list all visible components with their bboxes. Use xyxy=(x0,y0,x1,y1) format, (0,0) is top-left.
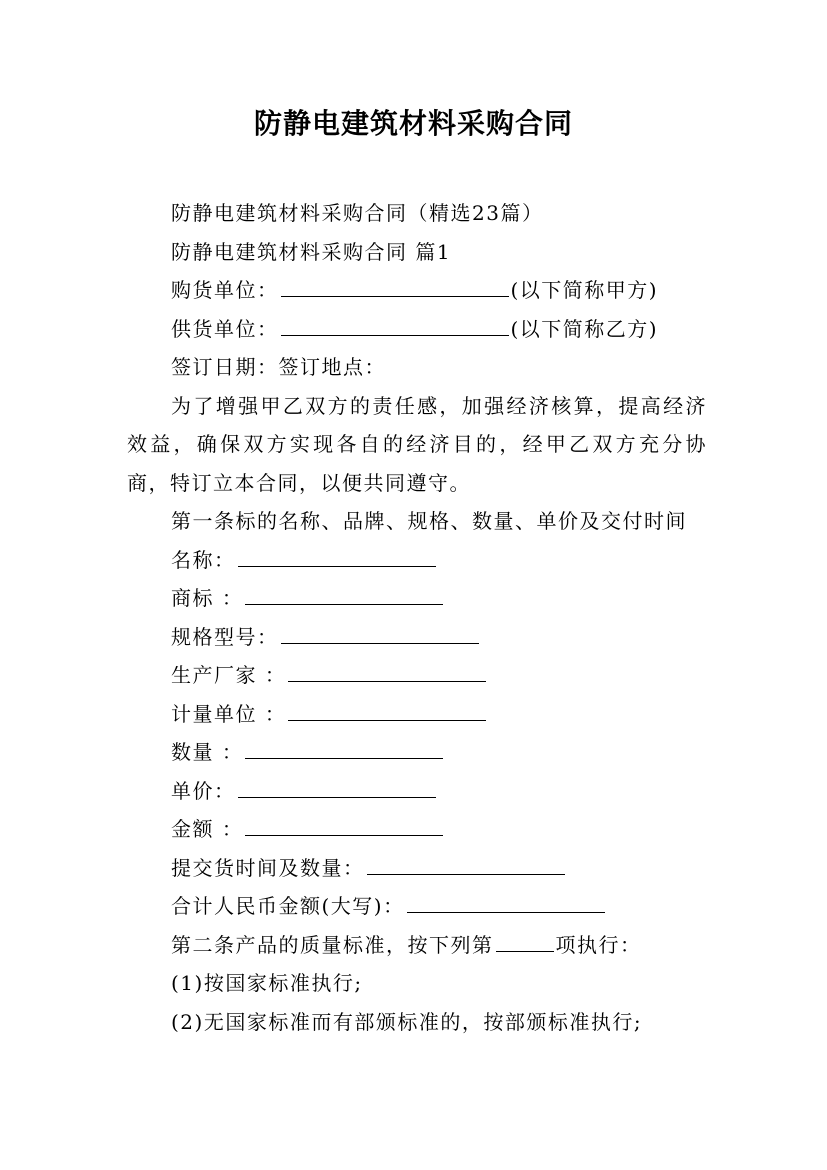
seller-suffix: (以下简称乙方) xyxy=(510,316,659,341)
price-blank xyxy=(238,777,436,798)
maker-blank xyxy=(288,661,486,682)
section-heading: 防静电建筑材料采购合同 篇1 xyxy=(171,239,452,264)
qty-line xyxy=(127,733,707,772)
maker-line xyxy=(127,656,707,695)
buyer-blank xyxy=(281,276,509,297)
delivery-label: 提交货时间及数量： xyxy=(171,855,365,880)
delivery-blank xyxy=(367,854,565,875)
intro-paragraph: 为了增强甲乙双方的责任感，加强经济核算，提高经济效益，确保双方实现各自的经济目的，经甲乙双方充分协商，特订立本合同，以便共同遵守。 xyxy=(127,393,707,495)
unit-blank xyxy=(288,700,486,721)
article2-blank xyxy=(496,931,554,952)
subtitle-line: 防静电建筑材料采购合同（精选23篇） xyxy=(171,201,544,225)
document-body xyxy=(127,194,707,1041)
buyer-label: 购货单位： xyxy=(171,278,279,302)
item1-line: (1)按国家标准执行; xyxy=(171,971,363,995)
brand-line xyxy=(127,579,707,618)
spec-label: 规格型号： xyxy=(171,624,279,649)
total-line xyxy=(127,887,707,926)
name-blank xyxy=(238,546,436,567)
seller-blank xyxy=(281,315,509,336)
article1-heading: 第一条标的名称、品牌、规格、数量、单价及交付时间 xyxy=(171,509,687,533)
buyer-line xyxy=(127,271,707,310)
name-line xyxy=(127,541,707,580)
delivery-line xyxy=(127,849,707,888)
buyer-suffix: (以下简称甲方) xyxy=(510,278,659,302)
total-blank xyxy=(407,892,605,913)
amount-blank xyxy=(245,815,443,836)
seller-line xyxy=(127,310,707,349)
amount-label: 金额 ： xyxy=(171,817,244,841)
sign-info-line: 签订日期：签订地点： xyxy=(171,355,386,379)
seller-label: 供货单位： xyxy=(171,316,279,341)
spec-line xyxy=(127,618,707,657)
name-label: 名称： xyxy=(171,547,236,572)
price-label: 单价： xyxy=(171,778,236,803)
unit-line xyxy=(127,695,707,734)
unit-label: 计量单位 ： xyxy=(171,701,287,726)
total-label: 合计人民币金额(大写)： xyxy=(171,894,405,918)
spec-blank xyxy=(281,623,479,644)
brand-blank xyxy=(245,584,443,605)
article2-prefix: 第二条产品的质量标准，按下列第 xyxy=(171,932,494,957)
price-line xyxy=(127,772,707,811)
maker-label: 生产厂家 ： xyxy=(171,663,287,687)
article2-suffix: 项执行： xyxy=(555,932,642,957)
article2-line xyxy=(127,926,707,965)
item2-line: (2)无国家标准而有部颁标准的，按部颁标准执行; xyxy=(171,1009,643,1034)
brand-label: 商标 ： xyxy=(171,586,244,610)
qty-label: 数量 ： xyxy=(171,740,244,764)
document-title: 防静电建筑材料采购合同 xyxy=(253,107,573,140)
qty-blank xyxy=(245,738,443,759)
amount-line xyxy=(127,810,707,849)
